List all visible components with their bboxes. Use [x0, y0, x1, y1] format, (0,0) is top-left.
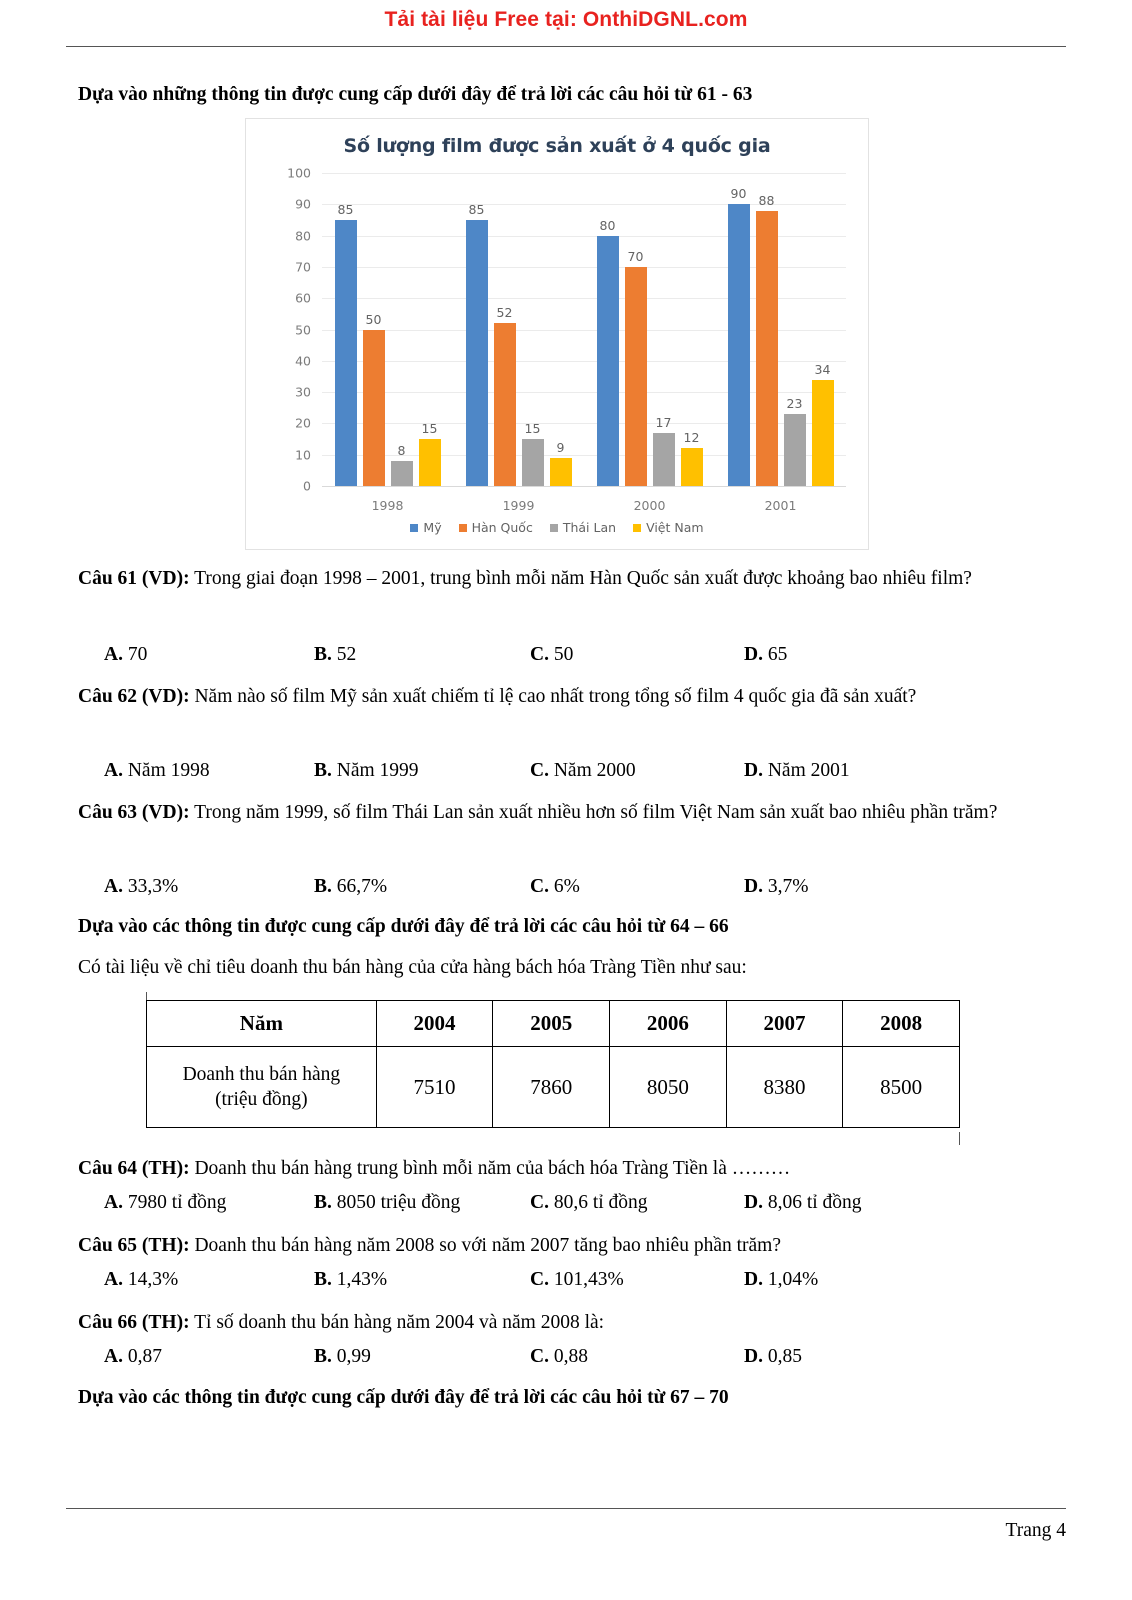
- option-66-d-text: 0,85: [762, 1346, 802, 1367]
- question-66: [78, 1306, 1070, 1340]
- bar-value-label: 50: [365, 311, 382, 327]
- chart-plot-area: [287, 165, 846, 513]
- table-row-label-line2: (triệu đồng): [215, 1089, 308, 1110]
- bar-value-label: 15: [421, 421, 438, 437]
- question-65: [78, 1229, 1070, 1263]
- option-62-c-letter: C.: [530, 760, 549, 781]
- option-62-d-letter: D.: [744, 760, 763, 781]
- question-66-label: Câu 66 (TH):: [78, 1312, 190, 1333]
- page-number: Trang 4: [1005, 1520, 1066, 1541]
- option-65-d-letter: D.: [744, 1269, 763, 1290]
- table-cell-2006: 8050: [610, 1047, 727, 1128]
- bar-mỹ-2000: [597, 217, 619, 486]
- table-cell-2007: 8380: [726, 1047, 843, 1128]
- bar-mỹ-2001: [728, 186, 750, 486]
- y-axis-tick-50: 50: [295, 322, 311, 337]
- option-61-a-letter: A.: [104, 644, 123, 665]
- option-64-d-letter: D.: [744, 1192, 763, 1213]
- bar-hàn-quốc-1998: [363, 311, 385, 487]
- table-row: [147, 1047, 960, 1128]
- option-61-a[interactable]: [104, 644, 147, 666]
- legend-item-việt-nam[interactable]: [633, 520, 704, 535]
- bar-value-label: 12: [683, 430, 700, 446]
- bar-value-label: 85: [337, 201, 354, 217]
- option-65-d-text: 1,04%: [762, 1269, 819, 1290]
- bar-value-label: 88: [758, 192, 775, 208]
- option-65-c[interactable]: [530, 1269, 624, 1291]
- option-66-a-text: 0,87: [122, 1346, 162, 1367]
- option-66-b-letter: B.: [314, 1346, 332, 1367]
- question-62-options: [78, 760, 1070, 788]
- question-63: [78, 796, 1070, 830]
- option-61-d-letter: D.: [744, 644, 763, 665]
- y-axis-tick-10: 10: [295, 447, 311, 463]
- table-header-2007: 2007: [726, 1001, 843, 1047]
- table-row-label-line1: Doanh thu bán hàng: [182, 1064, 341, 1085]
- legend-swatch-icon: [633, 524, 641, 532]
- question-62: [78, 680, 1070, 714]
- bar-value-label: 8: [397, 442, 406, 458]
- legend-label: Thái Lan: [562, 520, 617, 535]
- option-66-d-letter: D.: [744, 1346, 763, 1367]
- option-64-a-letter: A.: [104, 1192, 123, 1213]
- option-65-a-letter: A.: [104, 1269, 123, 1290]
- legend-swatch-icon: [459, 524, 467, 532]
- y-axis-tick-20: 20: [295, 415, 311, 431]
- option-63-b-letter: B.: [314, 876, 332, 897]
- bar-việt-nam-2000: [681, 430, 703, 486]
- option-63-b-text: 66,7%: [331, 876, 388, 897]
- bar-value-label: 9: [556, 439, 565, 455]
- option-61-c-letter: C.: [530, 644, 549, 665]
- option-64-c-letter: C.: [530, 1192, 549, 1213]
- legend-swatch-icon: [410, 524, 418, 532]
- option-64-d-text: 8,06 tỉ đồng: [762, 1192, 862, 1213]
- table-row-label: [147, 1047, 377, 1128]
- site-banner: Tải tài liệu Free tại: OnthiDGNL.com: [384, 8, 748, 31]
- option-62-a-text: Năm 1998: [122, 760, 210, 781]
- table-intro-text: Có tài liệu về chỉ tiêu doanh thu bán hàng của cửa hàng bách hóa Tràng Tiền như sau:: [78, 957, 747, 978]
- bar-value-label: 70: [627, 248, 644, 264]
- option-63-c-text: 6%: [548, 876, 580, 897]
- bar-value-label: 15: [524, 421, 541, 437]
- question-64-options: [78, 1192, 1070, 1220]
- bar-thái-lan-2001: [784, 396, 806, 486]
- prompt-67-70: Dựa vào các thông tin được cung cấp dưới đây để trả lời các câu hỏi từ 67 – 70: [78, 1387, 729, 1408]
- y-axis-tick-80: 80: [295, 228, 311, 244]
- option-64-a[interactable]: [104, 1192, 226, 1214]
- option-61-d-text: 65: [762, 644, 788, 665]
- bar-việt-nam-1999: [550, 439, 572, 486]
- bar-value-label: 85: [468, 201, 485, 217]
- prompt-64-66: Dựa vào các thông tin được cung cấp dưới đây để trả lời các câu hỏi từ 64 – 66: [78, 916, 729, 937]
- option-61-b[interactable]: [314, 644, 356, 666]
- question-64-label: Câu 64 (TH):: [78, 1158, 190, 1179]
- option-62-a[interactable]: [104, 760, 210, 782]
- question-63-text: Trong năm 1999, số film Thái Lan sản xuất nhiều hơn số film Việt Nam sản xuất bao nhiêu phần trăm?: [189, 802, 998, 823]
- option-64-d[interactable]: [744, 1192, 862, 1214]
- bar-thái-lan-1999: [522, 421, 544, 486]
- table-cell-2005: 7860: [493, 1047, 610, 1128]
- question-63-label: Câu 63 (VD):: [78, 802, 190, 823]
- question-65-text: Doanh thu bán hàng năm 2008 so với năm 2007 tăng bao nhiêu phần trăm?: [189, 1235, 781, 1256]
- y-axis-tick-100: 100: [287, 165, 311, 181]
- chart-legend: [246, 520, 868, 535]
- table-cell-2008: 8500: [843, 1047, 960, 1128]
- option-63-d-letter: D.: [744, 876, 763, 897]
- bar-chart: [245, 118, 869, 550]
- question-61: [78, 562, 1070, 596]
- option-62-c[interactable]: [530, 760, 636, 782]
- option-65-a-text: 14,3%: [122, 1269, 179, 1290]
- legend-label: Hàn Quốc: [471, 520, 533, 535]
- option-66-d[interactable]: [744, 1346, 802, 1368]
- bar-việt-nam-1998: [419, 421, 441, 486]
- bar-value-label: 52: [496, 305, 513, 321]
- option-66-c-text: 0,88: [548, 1346, 588, 1367]
- bar-value-label: 80: [599, 217, 616, 233]
- question-64-text: Doanh thu bán hàng trung bình mỗi năm của bách hóa Tràng Tiền là ………: [189, 1158, 791, 1179]
- option-65-b-letter: B.: [314, 1269, 332, 1290]
- legend-item-thái-lan[interactable]: [550, 520, 616, 535]
- y-axis-tick-0: 0: [303, 478, 311, 494]
- legend-swatch-icon: [550, 524, 558, 532]
- bar-group-2001: [715, 173, 846, 513]
- option-64-b-letter: B.: [314, 1192, 332, 1213]
- bar-group-1999: [453, 173, 584, 513]
- y-axis-tick-90: 90: [295, 196, 311, 212]
- option-63-b[interactable]: [314, 876, 387, 898]
- option-65-a[interactable]: [104, 1269, 178, 1291]
- footer-divider: [66, 1508, 1066, 1509]
- x-axis-tick-1998: 1998: [371, 498, 404, 513]
- legend-label: Việt Nam: [646, 520, 704, 535]
- chart-title: Số lượng film được sản xuất ở 4 quốc gia: [343, 135, 771, 157]
- prompt-61-63: Dựa vào những thông tin được cung cấp dưới đây để trả lời các câu hỏi từ 61 - 63: [78, 84, 753, 105]
- bar-thái-lan-2000: [653, 414, 675, 486]
- question-62-text: Năm nào số film Mỹ sản xuất chiếm tỉ lệ cao nhất trong tổng số film 4 quốc gia đã sản xuất?: [189, 686, 917, 707]
- revenue-table: [146, 1000, 960, 1128]
- option-61-c[interactable]: [530, 644, 573, 666]
- bar-value-label: 23: [786, 396, 803, 412]
- bar-group-2000: [584, 173, 715, 513]
- legend-item-mỹ[interactable]: [410, 520, 441, 535]
- option-62-b-letter: B.: [314, 760, 332, 781]
- question-66-options: [78, 1346, 1070, 1374]
- bar-hàn-quốc-2000: [625, 248, 647, 486]
- option-65-b-text: 1,43%: [331, 1269, 388, 1290]
- option-61-b-letter: B.: [314, 644, 332, 665]
- question-65-options: [78, 1269, 1070, 1297]
- question-61-label: Câu 61 (VD):: [78, 568, 190, 589]
- bar-value-label: 90: [730, 186, 747, 202]
- option-62-b[interactable]: [314, 760, 419, 782]
- option-64-a-text: 7980 tỉ đồng: [122, 1192, 227, 1213]
- option-63-c-letter: C.: [530, 876, 549, 897]
- y-axis-tick-60: 60: [295, 290, 311, 306]
- option-64-c[interactable]: [530, 1192, 648, 1214]
- option-61-b-text: 52: [331, 644, 357, 665]
- bar-mỹ-1998: [335, 201, 357, 486]
- table-header-2008: 2008: [843, 1001, 960, 1047]
- bar-value-label: 34: [814, 361, 831, 377]
- legend-item-hàn-quốc[interactable]: [459, 520, 533, 535]
- legend-label: Mỹ: [423, 520, 442, 535]
- option-63-d-text: 3,7%: [762, 876, 809, 897]
- question-63-options: [78, 876, 1070, 904]
- option-65-b[interactable]: [314, 1269, 387, 1291]
- option-64-b-text: 8050 triệu đồng: [331, 1192, 461, 1213]
- option-66-b[interactable]: [314, 1346, 371, 1368]
- option-63-a-letter: A.: [104, 876, 123, 897]
- question-65-label: Câu 65 (TH):: [78, 1235, 190, 1256]
- y-axis-tick-70: 70: [295, 259, 311, 275]
- option-63-c[interactable]: [530, 876, 580, 898]
- option-63-d[interactable]: [744, 876, 808, 898]
- question-64: [78, 1152, 1070, 1186]
- option-65-c-letter: C.: [530, 1269, 549, 1290]
- option-63-a-text: 33,3%: [122, 876, 179, 897]
- option-61-a-text: 70: [122, 644, 148, 665]
- table-header-year: Năm: [147, 1001, 377, 1047]
- table-cell-2004: 7510: [376, 1047, 493, 1128]
- x-axis-tick-1999: 1999: [502, 498, 535, 513]
- bar-thái-lan-1998: [391, 442, 413, 486]
- bar-mỹ-1999: [466, 201, 488, 486]
- bar-group-1998: [322, 173, 453, 513]
- table-header-2005: 2005: [493, 1001, 610, 1047]
- option-62-d[interactable]: [744, 760, 850, 782]
- table-corner-tick-bottom: [959, 1132, 960, 1145]
- header-divider: [66, 46, 1066, 47]
- option-62-d-text: Năm 2001: [762, 760, 850, 781]
- option-66-c[interactable]: [530, 1346, 588, 1368]
- option-65-d[interactable]: [744, 1269, 818, 1291]
- question-62-label: Câu 62 (VD):: [78, 686, 190, 707]
- bar-value-label: 17: [655, 414, 672, 430]
- option-63-a[interactable]: [104, 876, 178, 898]
- option-65-c-text: 101,43%: [548, 1269, 624, 1290]
- question-66-text: Tỉ số doanh thu bán hàng năm 2004 và năm 2008 là:: [189, 1312, 605, 1333]
- option-61-c-text: 50: [548, 644, 574, 665]
- option-66-b-text: 0,99: [331, 1346, 371, 1367]
- option-62-a-letter: A.: [104, 760, 123, 781]
- bar-hàn-quốc-1999: [494, 305, 516, 486]
- question-61-options: [78, 644, 1070, 672]
- option-62-c-text: Năm 2000: [548, 760, 636, 781]
- table-header-2004: 2004: [376, 1001, 493, 1047]
- option-61-d[interactable]: [744, 644, 787, 666]
- option-64-c-text: 80,6 tỉ đồng: [548, 1192, 648, 1213]
- question-61-text: Trong giai đoạn 1998 – 2001, trung bình mỗi năm Hàn Quốc sản xuất được khoảng bao nhiêu film?: [189, 568, 972, 589]
- y-axis-tick-30: 30: [295, 384, 311, 400]
- option-62-b-text: Năm 1999: [331, 760, 419, 781]
- option-66-a[interactable]: [104, 1346, 162, 1368]
- option-66-c-letter: C.: [530, 1346, 549, 1367]
- y-axis-tick-40: 40: [295, 353, 311, 369]
- option-66-a-letter: A.: [104, 1346, 123, 1367]
- gridline-0: [303, 478, 846, 494]
- x-axis-tick-2001: 2001: [764, 498, 797, 513]
- table-header-row: [147, 1001, 960, 1047]
- bar-hàn-quốc-2001: [756, 192, 778, 486]
- table-header-2006: 2006: [610, 1001, 727, 1047]
- bar-việt-nam-2001: [812, 361, 834, 486]
- option-64-b[interactable]: [314, 1192, 460, 1214]
- x-axis-tick-2000: 2000: [633, 498, 666, 513]
